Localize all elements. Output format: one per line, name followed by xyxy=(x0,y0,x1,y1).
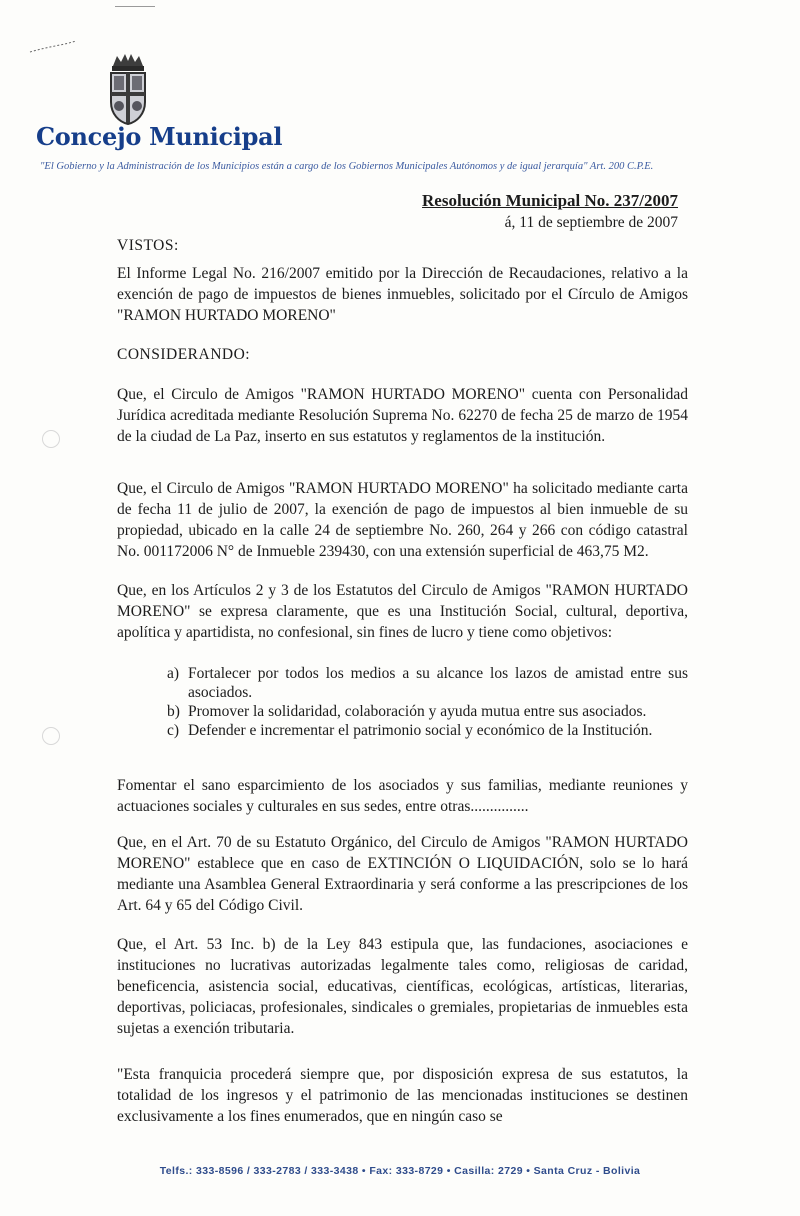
list-item-letter: c) xyxy=(167,722,180,739)
paragraph-estatutos-articulos: Que, en los Artículos 2 y 3 de los Estatutos del Circulo de Amigos "RAMON HURTADO MORENO" se expresa claramente, que es una Institución Social, cultural, deportiva, apolítica y apartidista, no confesional, sin fines de lucro y tiene como objetivos: xyxy=(117,582,688,641)
paragraph-franquicia-quote: "Esta franquicia procederá siempre que, por disposición expresa de sus estatutos, la totalidad de los ingresos y el patrimonio de las mencionadas instituciones se destinen exclusivamente a los fines enumerados, que en ningún caso se xyxy=(117,1066,688,1125)
scan-mark xyxy=(115,6,155,7)
list-item-text: Fortalecer por todos los medios a su alcance los lazos de amistad entre sus asociados. xyxy=(188,665,688,701)
ink-speck-icon xyxy=(28,40,78,54)
organization-name: Concejo Municipal xyxy=(36,122,283,151)
resolution-number: Resolución Municipal No. 237/2007 xyxy=(422,191,678,210)
municipal-coat-of-arms-icon xyxy=(103,52,153,126)
list-item xyxy=(167,664,688,702)
list-item xyxy=(167,702,688,721)
constitutional-motto: "El Gobierno y la Administración de los Municipios están a cargo de los Gobiernos Municipales Autónomos y de igual jerarquía" Art. 200 C.P.E. xyxy=(40,161,654,172)
paragraph-ley-843: Que, el Art. 53 Inc. b) de la Ley 843 estipula que, las fundaciones, asociaciones e instituciones no lucrativas autorizadas legalmente tales como, religiosas de caridad, beneficencia, asistencia social, educativas, científicas, ecológicas, artísticas, literarias, deportivas, policiacas, profesionales, sindicales o gremiales, propietarias de inmuebles esta sujetas a exención tributaria. xyxy=(117,936,688,1037)
section-vistos-heading: VISTOS: xyxy=(117,237,179,254)
paragraph-personalidad-juridica: Que, el Circulo de Amigos "RAMON HURTADO MORENO" cuenta con Personalidad Jurídica acreditada mediante Resolución Suprema No. 62270 de fecha 25 de marzo de 1954 de la ciudad de La Paz, inserto en sus estatutos y reglamentos de la institución. xyxy=(117,386,688,445)
list-item-letter: b) xyxy=(167,703,180,720)
footer-contact-info: Telfs.: 333-8596 / 333-2783 / 333-3438 • Fax: 333-8729 • Casilla: 2729 • Santa Cruz - Bolivia xyxy=(159,1165,641,1177)
list-item xyxy=(167,721,688,740)
punch-hole xyxy=(42,430,60,448)
resolution-date: á, 11 de septiembre de 2007 xyxy=(504,214,678,231)
section-considerando-heading: CONSIDERANDO: xyxy=(117,346,251,363)
objectives-list xyxy=(167,664,688,740)
list-item-text: Promover la solidaridad, colaboración y ayuda mutua entre sus asociados. xyxy=(188,703,647,720)
punch-hole xyxy=(42,727,60,745)
list-item-text: Defender e incrementar el patrimonio social y económico de la Institución. xyxy=(188,722,653,739)
list-item-letter: a) xyxy=(167,665,180,682)
paragraph-estatuto-organico: Que, en el Art. 70 de su Estatuto Orgánico, del Circulo de Amigos "RAMON HURTADO MORENO" establece que en caso de EXTINCIÓN O LIQUIDACIÓN, solo se lo hará mediante una Asamblea General Extraordinaria y será conforme a las prescripciones de los Art. 64 y 65 del Código Civil. xyxy=(117,834,688,914)
paragraph-informe-legal: El Informe Legal No. 216/2007 emitido por la Dirección de Recaudaciones, relativo a la exención de pago de impuestos de bienes inmuebles, solicitado por el Círculo de Amigos "RAMON HURTADO MORENO" xyxy=(117,265,688,324)
paragraph-fomentar-esparcimiento: Fomentar el sano esparcimiento de los asociados y sus familias, mediante reuniones y actuaciones sociales y culturales en sus sedes, entre otras............... xyxy=(117,777,688,815)
paragraph-solicitud-exencion: Que, el Circulo de Amigos "RAMON HURTADO MORENO" ha solicitado mediante carta de fecha 11 de julio de 2007, la exención de pago de impuestos al bien inmueble de su propiedad, ubicado en la calle 24 de septiembre No. 260, 264 y 266 con código catastral No. 001172006 N° de Inmueble 239430, con una extensión superficial de 463,75 M2. xyxy=(117,480,688,560)
